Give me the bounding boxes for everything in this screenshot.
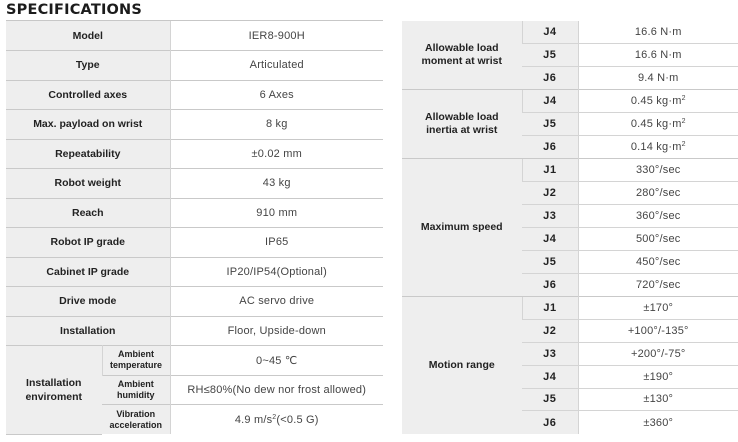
spec-value: 6 Axes (170, 80, 383, 110)
spec-value: Floor, Upside-down (170, 316, 383, 346)
joint-label: J6 (522, 273, 578, 296)
joint-label: J3 (522, 205, 578, 228)
moment-label: Allowable load moment at wrist (402, 21, 522, 90)
motion-row-j1 (402, 296, 738, 319)
spec-row-max-payload (6, 110, 383, 140)
joint-label: J4 (522, 21, 578, 44)
spec-label: Repeatability (6, 139, 170, 169)
environment-label-line1: Installation (26, 376, 82, 389)
spec-row-installation (6, 316, 383, 346)
joint-label: J6 (522, 67, 578, 90)
page-title: SPECIFICATIONS (6, 2, 143, 18)
motion-label: Motion range (402, 296, 522, 434)
spec-label: Robot weight (6, 169, 170, 199)
environment-label (6, 346, 102, 435)
joint-label: J5 (522, 388, 578, 411)
spec-value: ±130° (578, 388, 738, 411)
spec-label: Model (6, 21, 170, 51)
spec-value: 4.9 $m/s^2(<0.5$ G) (170, 405, 383, 435)
joint-label: J1 (522, 159, 578, 182)
spec-value: 0.45 $kg\cdot m^2$ (578, 90, 738, 113)
inertia-row-j4 (402, 90, 738, 113)
spec-value: 0.14 $kg\cdot m^2$ (578, 136, 738, 159)
env-sub-label: Ambient temperature (102, 346, 170, 376)
env-sub-label: Ambient humidity (102, 375, 170, 405)
spec-value: Articulated (170, 51, 383, 81)
spec-value: +100°/-135° (578, 319, 738, 342)
joint-label: J5 (522, 113, 578, 136)
spec-value: ±360° (578, 411, 738, 434)
spec-value: 360°/sec (578, 205, 738, 228)
spec-row-reach (6, 198, 383, 228)
joint-label: J3 (522, 342, 578, 365)
right-spec-table (402, 21, 738, 434)
spec-value: 330°/sec (578, 159, 738, 182)
joint-label: J2 (522, 182, 578, 205)
spec-value: 0~45 ℃ (170, 346, 383, 376)
environment-label-line2: enviroment (25, 390, 83, 403)
spec-row-robot-ip (6, 228, 383, 258)
speed-row-j1 (402, 159, 738, 182)
spec-label: Cabinet IP grade (6, 257, 170, 287)
spec-row-controlled-axes (6, 80, 383, 110)
spec-label: Installation (6, 316, 170, 346)
spec-row-cabinet-ip (6, 257, 383, 287)
joint-label: J4 (522, 365, 578, 388)
spec-value: IP65 (170, 228, 383, 258)
spec-value: 43 kg (170, 169, 383, 199)
joint-label: J5 (522, 44, 578, 67)
env-sub-label: Vibration acceleration (102, 405, 170, 435)
spec-row-model (6, 21, 383, 51)
spec-value: 16.6 N·m (578, 44, 738, 67)
spec-value: +200°/-75° (578, 342, 738, 365)
spec-value: 9.4 N·m (578, 67, 738, 90)
joint-label: J2 (522, 319, 578, 342)
spec-label: Reach (6, 198, 170, 228)
spec-label: Drive mode (6, 287, 170, 317)
spec-value: IP20/IP54(Optional) (170, 257, 383, 287)
spec-value: AC servo drive (170, 287, 383, 317)
moment-row-j4 (402, 21, 738, 44)
spec-row-robot-weight (6, 169, 383, 199)
left-spec-table (6, 21, 383, 435)
spec-value: 0.45 $kg\cdot m^2$ (578, 113, 738, 136)
joint-label: J5 (522, 250, 578, 273)
speed-label: Maximum speed (402, 159, 522, 297)
spec-row-env-temperature (6, 346, 383, 376)
joint-label: J6 (522, 411, 578, 434)
inertia-label: Allowable load inertia at wrist (402, 90, 522, 159)
spec-row-repeatability (6, 139, 383, 169)
spec-value: 910 mm (170, 198, 383, 228)
spec-row-drive-mode (6, 287, 383, 317)
spec-value: ±190° (578, 365, 738, 388)
spec-value: RH≤80%(No dew nor frost allowed) (170, 375, 383, 405)
spec-value: ±170° (578, 296, 738, 319)
spec-value: ±0.02 mm (170, 139, 383, 169)
joint-label: J4 (522, 227, 578, 250)
spec-label: Max. payload on wrist (6, 110, 170, 140)
spec-row-type (6, 51, 383, 81)
spec-value: 450°/sec (578, 250, 738, 273)
joint-label: J6 (522, 136, 578, 159)
spec-value: 280°/sec (578, 182, 738, 205)
spec-label: Controlled axes (6, 80, 170, 110)
spec-label: Type (6, 51, 170, 81)
spec-value: 16.6 N·m (578, 21, 738, 44)
spec-value: 720°/sec (578, 273, 738, 296)
spec-value: 8 kg (170, 110, 383, 140)
spec-value: 500°/sec (578, 227, 738, 250)
spec-label: Robot IP grade (6, 228, 170, 258)
joint-label: J1 (522, 296, 578, 319)
joint-label: J4 (522, 90, 578, 113)
spec-value: IER8-900H (170, 21, 383, 51)
